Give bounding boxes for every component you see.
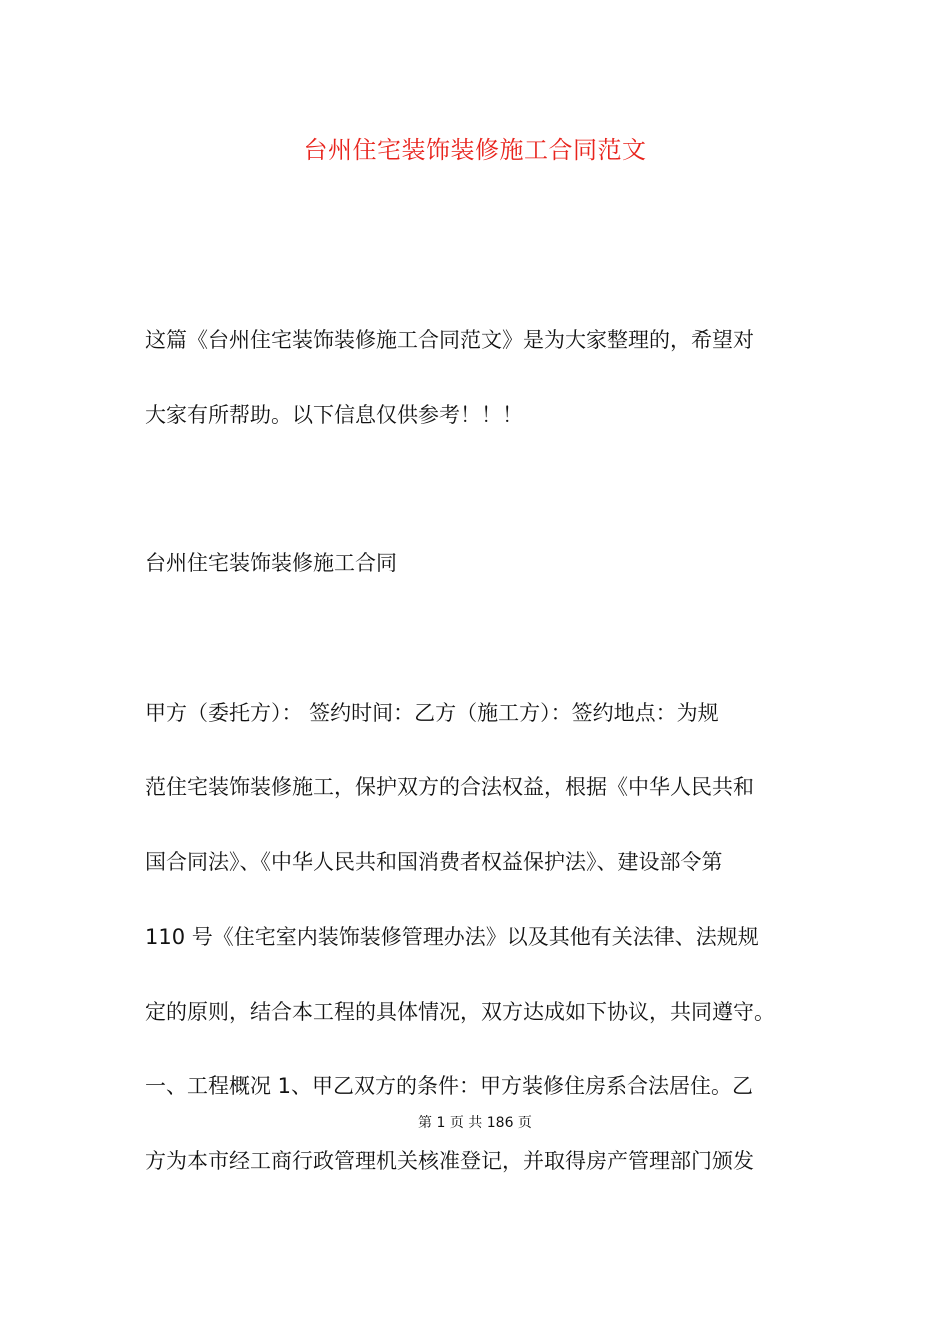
body-line: 范住宅装饰装修施工，保护双方的合法权益，根据《中华人民共和 (145, 775, 754, 799)
intro-line: 这篇《台州住宅装饰装修施工合同范文》是为大家整理的，希望对 (145, 328, 754, 352)
page-number-footer: 第 1 页 共 186 页 (418, 1115, 532, 1131)
body-line: 国合同法》、《中华人民共和国消费者权益保护法》、建设部令第 (145, 850, 723, 874)
page-title: 台州住宅装饰装修施工合同范文 (303, 136, 647, 164)
intro-line: 大家有所帮助。以下信息仅供参考！！！ (145, 403, 523, 427)
body-line: 110 号《住宅室内装饰装修管理办法》以及其他有关法律、法规规 (145, 925, 759, 949)
body-line: 一、工程概况 1、甲乙双方的条件：甲方装修住房系合法居住。乙 (145, 1074, 754, 1098)
body-line: 甲方（委托方）： 签约时间：乙方（施工方）：签约地点：为规 (145, 701, 719, 725)
contract-subtitle: 台州住宅装饰装修施工合同 (145, 551, 397, 575)
body-line: 方为本市经工商行政管理机关核准登记，并取得房产管理部门颁发 (145, 1149, 754, 1173)
body-line: 定的原则，结合本工程的具体情况，双方达成如下协议，共同遵守。 (145, 1000, 775, 1024)
